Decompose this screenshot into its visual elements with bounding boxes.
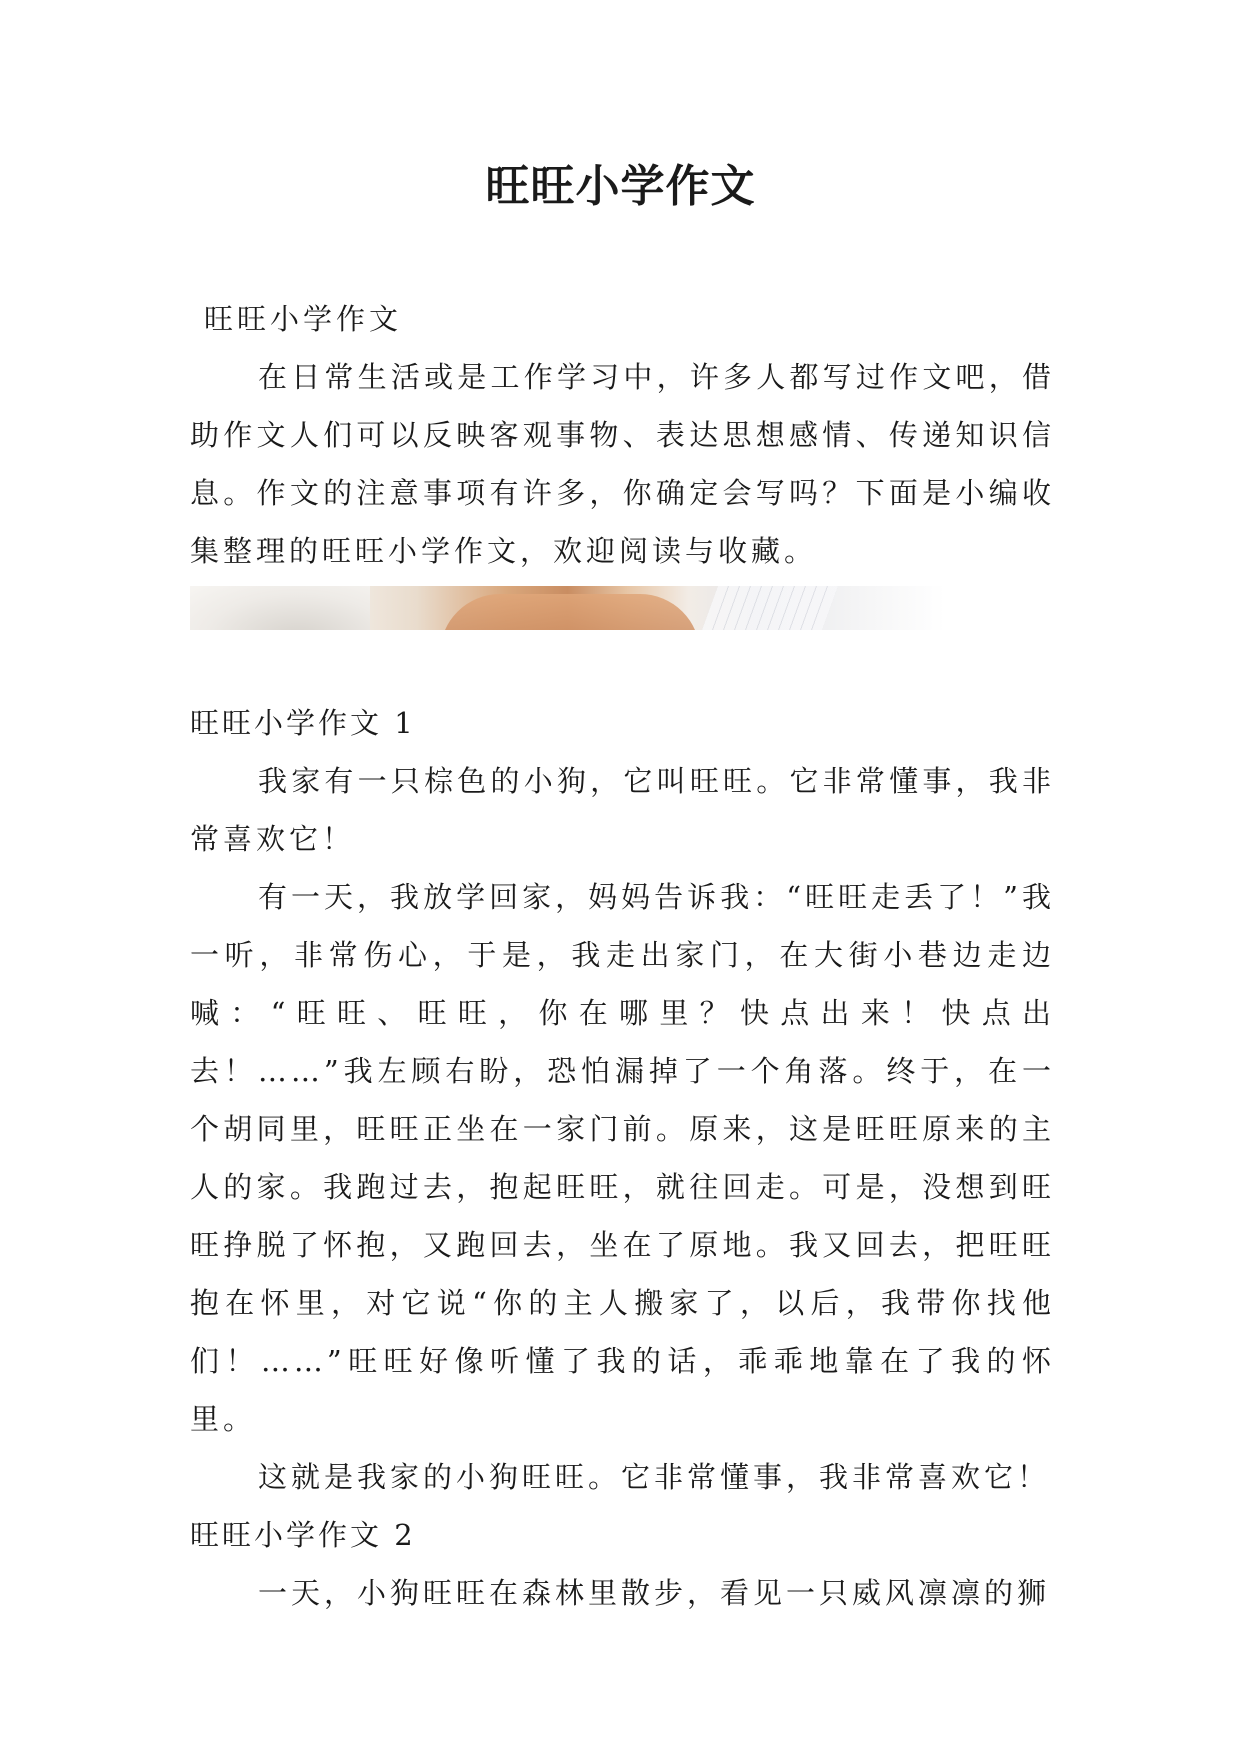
document-subtitle: 旺旺小学作文 (204, 302, 403, 336)
banner-paper-shape (702, 586, 838, 630)
essay-section-2 (190, 1506, 1055, 1622)
section-heading: 旺旺小学作文 2 (190, 1518, 416, 1552)
spacer (190, 630, 1055, 694)
banner-arm-shape (440, 594, 700, 630)
section-paragraph: 有一天，我放学回家，妈妈告诉我：“旺旺走丢了！”我一听，非常伤心，于是，我走出家门，在大街小巷边走边喊：“旺旺、旺旺，你在哪里？快点出来！快点出去！……”我左顾右盼，恐怕漏掉了一个角落。终于，在一个胡同里，旺旺正坐在一家门前。原来，这是旺旺原来的主人的家。我跑过去，抱起旺旺，就往回走。可是，没想到旺旺挣脱了怀抱，又跑回去，坐在了原地。我又回去，把旺旺抱在怀里，对它说“你的主人搬家了，以后，我带你找他们！……”旺旺好像听懂了我的话，乖乖地靠在了我的怀里。 (190, 880, 1055, 1436)
section-heading: 旺旺小学作文 1 (190, 706, 416, 740)
document-body (190, 290, 1055, 1622)
document-title: 旺旺小学作文 (485, 161, 756, 212)
banner-sleeve-shape (190, 586, 370, 630)
essay-section-1 (190, 694, 1055, 1506)
section-paragraph: 一天，小狗旺旺在森林里散步，看见一只威风凛凛的狮 (258, 1576, 1051, 1610)
intro-paragraph: 在日常生活或是工作学习中，许多人都写过作文吧，借助作文人们可以反映客观事物、表达思想感情、传递知识信息。作文的注意事项有许多，你确定会写吗？下面是小编收集整理的旺旺小学作文，欢迎阅读与收藏。 (190, 360, 1055, 568)
section-paragraph: 这就是我家的小狗旺旺。它非常懂事，我非常喜欢它！ (258, 1460, 1051, 1494)
banner-image (190, 586, 945, 630)
section-paragraph: 我家有一只棕色的小狗，它叫旺旺。它非常懂事，我非常喜欢它！ (190, 764, 1055, 856)
